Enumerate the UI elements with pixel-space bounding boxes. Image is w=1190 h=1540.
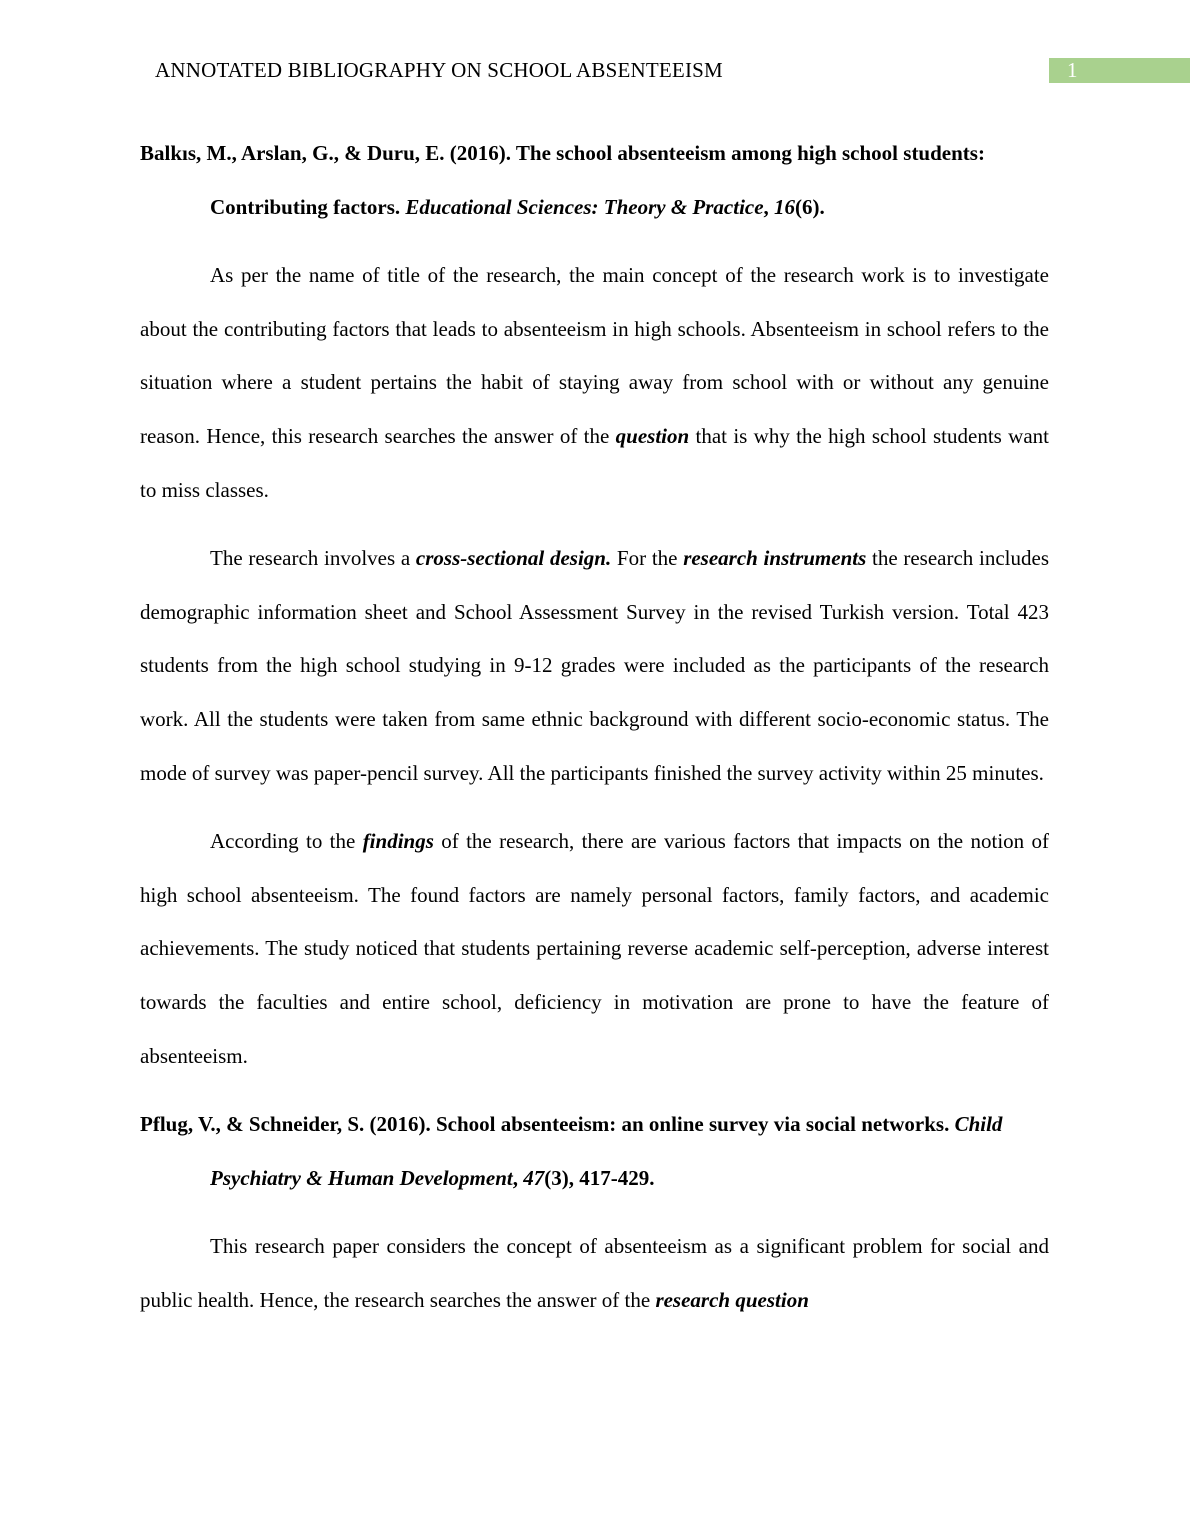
citation-issue: (6).: [795, 194, 825, 219]
paragraph-text: that is why the high school students want to miss classes.: [140, 423, 1049, 502]
citation-authors-title: Balkıs, M., Arslan, G., & Duru, E. (2016). The school absenteeism among high school students: Contributing factors.: [140, 141, 985, 219]
emphasis-design: cross-sectional design.: [415, 546, 612, 571]
citation-separator: ,: [763, 194, 775, 219]
citation-entry: [140, 1098, 1049, 1205]
annotation-paragraph: [140, 249, 1049, 517]
citation-journal: Child Psychiatry & Human Development: [210, 1112, 1003, 1190]
citation-authors-title: Pflug, V., & Schneider, S. (2016). School absenteeism: an online survey via social networks.: [140, 1112, 955, 1137]
paragraph-text: For the: [611, 546, 684, 571]
annotation-paragraph: [140, 532, 1049, 800]
emphasis-findings: findings: [362, 829, 434, 854]
citation-volume: 16: [774, 194, 796, 219]
paragraph-text: According to the: [210, 829, 363, 854]
document-body: [140, 127, 1049, 1342]
emphasis-research-question: research question: [655, 1287, 809, 1312]
citation-entry: [140, 127, 1049, 234]
citation-issue: (3), 417-429.: [544, 1165, 655, 1190]
paragraph-text: This research paper considers the concept of absenteeism as a significant problem for social and public health. Hence, the research searches the answer of the: [140, 1234, 1049, 1312]
running-header: ANNOTATED BIBLIOGRAPHY ON SCHOOL ABSENTEEISM: [155, 58, 723, 82]
paragraph-text: The research involves a: [210, 546, 416, 571]
paragraph-text: of the research, there are various factors that impacts on the notion of high school absenteeism. The found factors are namely personal factors, family factors, and academic achievements. The study noticed that students pertaining reverse academic self-perception, adverse interest towards the faculties and entire school, deficiency in motivation are prone to have the feature of absenteeism.: [140, 829, 1049, 1068]
paragraph-text: As per the name of title of the research, the main concept of the research work is to investigate about the contributing factors that leads to absenteeism in high schools. Absenteeism in school refers to the situation where a student pertains the habit of staying away from school with or without any genuine reason. Hence, this research searches the answer of the: [140, 263, 1049, 448]
citation-separator: ,: [512, 1165, 524, 1190]
citation-journal: Educational Sciences: Theory & Practice: [405, 194, 764, 219]
emphasis-instruments: research instruments: [683, 546, 867, 571]
emphasis-question: question: [615, 423, 690, 448]
annotation-paragraph: [140, 815, 1049, 1083]
annotation-paragraph: [140, 1220, 1049, 1327]
citation-volume: 47: [523, 1165, 545, 1190]
page-number: 1: [1049, 58, 1190, 83]
paragraph-text: the research includes demographic information sheet and School Assessment Survey in the revised Turkish version. Total 423 students from the high school studying in 9-12 grades were included as the participants of the research work. All the students were taken from same ethnic background with different socio-economic status. The mode of survey was paper-pencil survey. All the participants finished the survey activity within 25 minutes.: [140, 546, 1049, 785]
